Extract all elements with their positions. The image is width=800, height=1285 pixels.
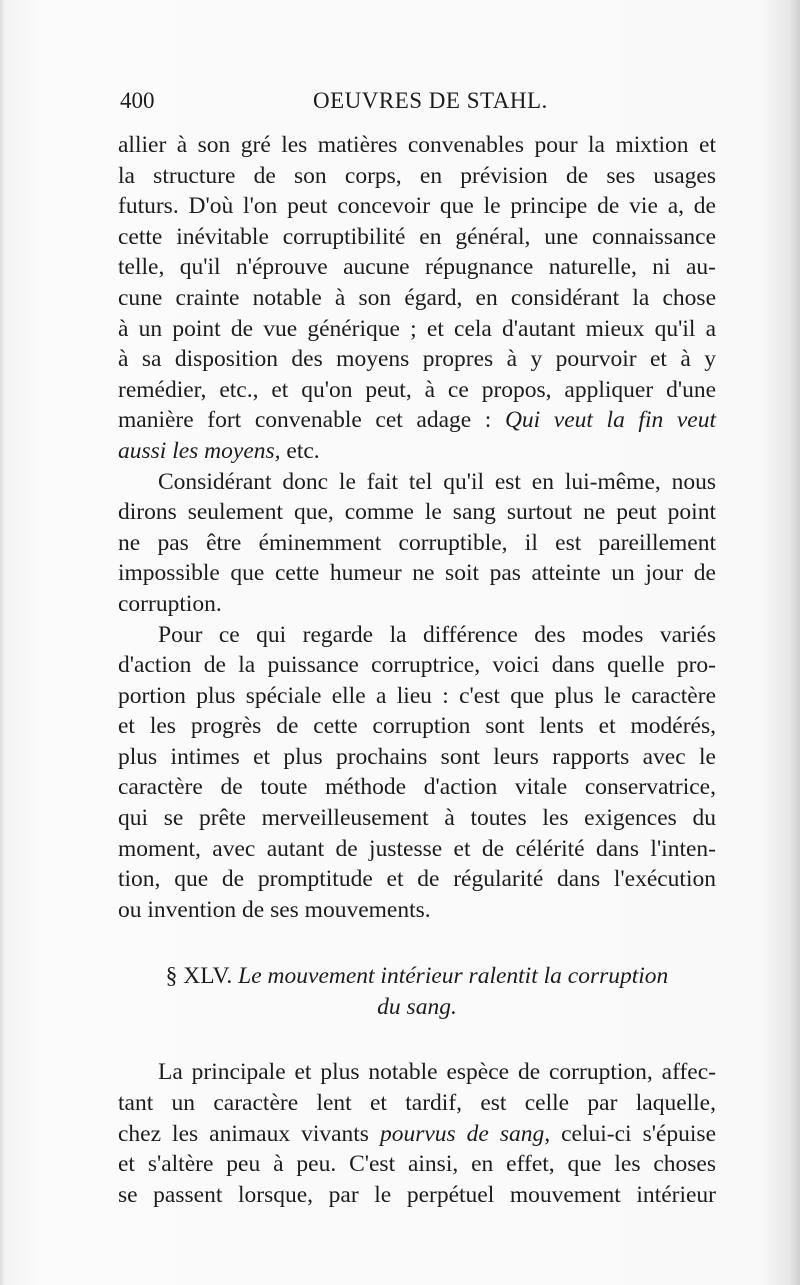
text-line: ne pas être éminemment corruptible, il est pareillement [118, 529, 716, 556]
text-line-with-italic [118, 1119, 716, 1150]
section-heading-line [118, 961, 716, 992]
italic-quote: aussi les moyens, [118, 437, 281, 464]
text-line: caractère de toute méthode d'action vitale conservatrice, [118, 774, 716, 801]
paragraph-3 [118, 620, 716, 926]
text-line: remédier, etc., et qu'on peut, à ce propos, appliquer d'une [118, 376, 716, 403]
text-segment: chez les animaux vivants [118, 1120, 380, 1147]
text-line-with-quote [118, 436, 716, 467]
text-line: futurs. D'où l'on peut concevoir que le principe de vie a, de [118, 193, 716, 220]
text-line: cune crainte notable à son égard, en considérant la chose [118, 284, 716, 311]
text-segment: etc. [280, 437, 320, 464]
text-line: Pour ce qui regarde la différence des modes variés [158, 621, 716, 648]
page-number: 400 [120, 88, 155, 113]
text-line: impossible que cette humeur ne soit pas atteinte un jour de [118, 560, 716, 587]
text-line: plus intimes et plus prochains sont leurs rapports avec le [118, 743, 716, 770]
section-heading [118, 961, 716, 1023]
text-line-with-quote [118, 405, 716, 436]
text-line: d'action de la puissance corruptrice, voici dans quelle pro- [118, 652, 716, 679]
text-line: portion plus spéciale elle a lieu : c'est que plus le caractère [118, 682, 716, 709]
section-heading-line [118, 992, 716, 1023]
text-line: et les progrès de cette corruption sont lents et modérés, [118, 713, 716, 740]
italic-quote: Qui veut la fin veut [504, 407, 716, 434]
section-mark: § XLV. [165, 963, 233, 990]
body-text [118, 130, 716, 1210]
text-line: telle, qu'il n'éprouve aucune répugnance naturelle, ni au- [118, 254, 716, 281]
italic-phrase: pourvus de sang, [379, 1120, 551, 1147]
paragraph-2 [118, 467, 716, 620]
text-line: à sa disposition des moyens propres à y pourvoir et à y [118, 346, 716, 373]
text-line: cette inévitable corruptibilité en général, une connaissance [118, 223, 716, 250]
text-line: tant un caractère lent et tardif, est celle par laquelle, [118, 1090, 716, 1117]
text-segment: celui-ci s'épuise [550, 1120, 716, 1147]
section-title-continued: du sang. [377, 994, 457, 1021]
text-line: la structure de son corps, en prévision de ses usages [118, 162, 716, 189]
section-title: Le mouvement intérieur ralentit la corruption [238, 963, 669, 990]
text-line: ou invention de ses mouvements. [118, 896, 431, 923]
text-line: moment, avec autant de justesse et de célérité dans l'inten- [118, 835, 716, 862]
running-title: OEUVRES DE STAHL. [313, 88, 548, 113]
text-line: qui se prête merveilleusement à toutes les exigences du [118, 805, 716, 832]
text-line: dirons seulement que, comme le sang surtout ne peut point [118, 499, 716, 526]
text-line: La principale et plus notable espèce de corruption, affec- [158, 1059, 716, 1086]
text-line: allier à son gré les matières convenables pour la mixtion et [118, 132, 716, 158]
text-line: tion, que de promptitude et de régularité dans l'exécution [118, 866, 716, 893]
text-line: à un point de vue générique ; et cela d'autant mieux qu'il a [118, 315, 716, 342]
text-line: se passent lorsque, par le perpétuel mouvement intérieur [118, 1181, 716, 1208]
text-line: corruption. [118, 590, 222, 617]
paragraph-1 [118, 130, 716, 467]
text-segment: manière fort convenable cet adage : [118, 407, 492, 434]
page-header [120, 88, 720, 122]
paragraph-4 [118, 1057, 716, 1210]
text-line: Considérant donc le fait tel qu'il est en lui-même, nous [158, 468, 716, 495]
text-line: et s'altère peu à peu. C'est ainsi, en effet, que les choses [118, 1151, 716, 1178]
